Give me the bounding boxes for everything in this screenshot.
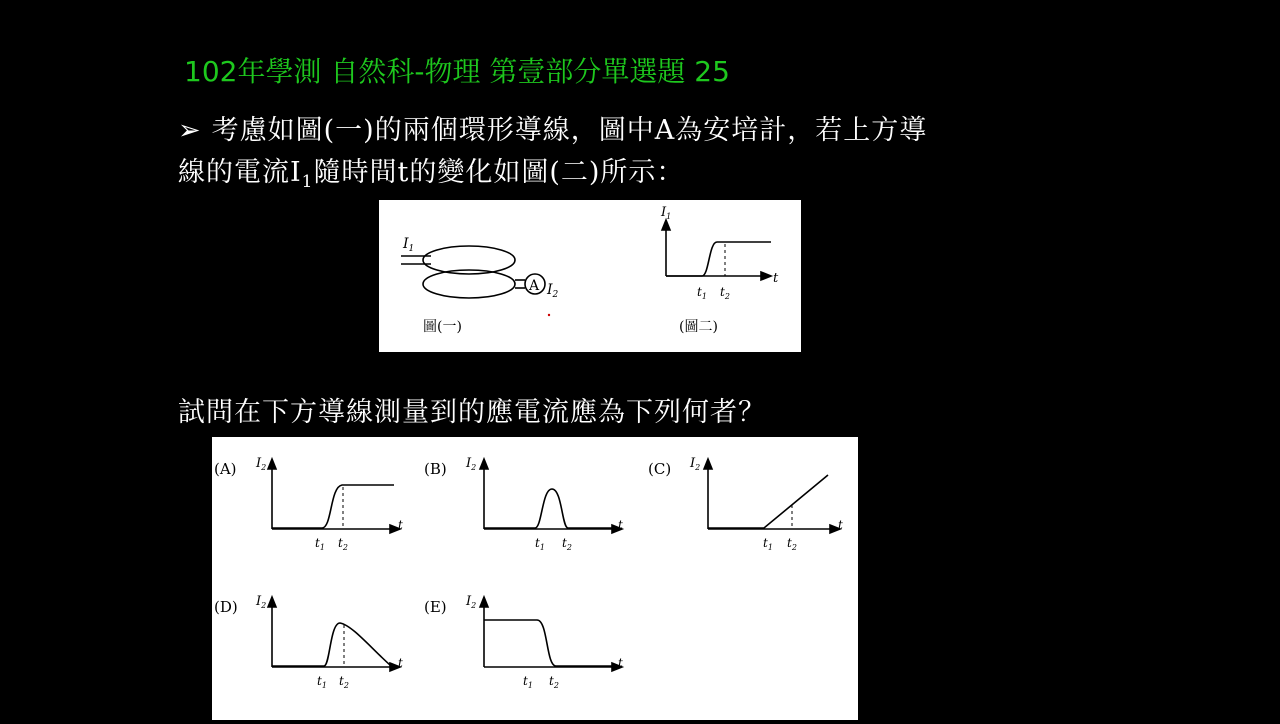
option-e-y-arrow <box>480 597 488 607</box>
fig1-caption: 圖(一) <box>423 319 462 335</box>
fig2-caption: (圖二) <box>679 319 718 335</box>
fig2-tick-t1: $t_1$ <box>697 285 707 301</box>
option-c-label: (C) <box>648 460 672 478</box>
option-d-x-label: t <box>398 656 403 670</box>
option-a-graph <box>214 456 403 552</box>
option-d-tick-t2: $t_2$ <box>339 674 349 690</box>
option-c-graph <box>648 456 843 552</box>
slide-title: 102年學測 自然科-物理 第壹部分單選題 25 <box>184 55 730 88</box>
option-b-label: (B) <box>424 460 447 478</box>
option-e-x-label: t <box>618 656 623 670</box>
fig2-x-label: t <box>773 271 779 286</box>
option-c-y-arrow <box>704 459 712 469</box>
option-d-label: (D) <box>214 598 238 616</box>
options-panel <box>212 437 858 720</box>
option-a-tick-t2: $t_2$ <box>338 536 348 552</box>
current-subscript: 1 <box>301 172 314 192</box>
question-line-2-post: 隨時間t的變化如圖(二)所示： <box>313 157 685 188</box>
question-text: 試問在下方導線測量到的應電流應為下列何者？ <box>178 397 766 428</box>
question-line-1-text: 考慮如圖(一)的兩個環形導線，圖中A為安培計，若上方導 <box>211 115 928 146</box>
option-d-graph <box>214 594 403 690</box>
option-c-y-label: $I_2$ <box>690 456 701 472</box>
option-b-curve <box>484 489 616 528</box>
option-a-tick-t1: $t_1$ <box>315 536 325 552</box>
option-b-graph <box>424 456 623 552</box>
figure-2 <box>662 220 771 280</box>
fig1-current1-label: $I_1$ <box>403 236 415 254</box>
ammeter-label: A <box>529 278 540 294</box>
option-c-tick-t2: $t_2$ <box>787 536 797 552</box>
option-b-tick-t2: $t_2$ <box>562 536 572 552</box>
options-svg <box>212 437 858 720</box>
option-b-y-arrow <box>480 459 488 469</box>
option-a-curve <box>272 485 394 528</box>
question-line-2-pre: 線的電流I <box>178 157 302 188</box>
option-d-tick-t1: $t_1$ <box>317 674 327 690</box>
fig2-y-label: $I_1$ <box>661 205 672 221</box>
option-e-tick-t2: $t_2$ <box>549 674 559 690</box>
option-a-y-arrow <box>268 459 276 469</box>
option-d-y-arrow <box>268 597 276 607</box>
option-c-x-label: t <box>838 518 843 532</box>
question-line-1 <box>178 108 927 147</box>
figure-1-2-svg <box>379 200 801 352</box>
option-a-y-label: $I_2$ <box>256 456 267 472</box>
figure-1 <box>401 246 545 298</box>
option-c-tick-t1: $t_1$ <box>763 536 773 552</box>
option-a-label: (A) <box>214 460 237 478</box>
fig2-curve <box>666 242 771 276</box>
fig2-y-arrow <box>662 220 670 230</box>
option-d-curve <box>272 623 390 666</box>
bullet-arrow-icon: ➢ <box>178 115 202 146</box>
option-e-y-label: $I_2$ <box>466 594 477 610</box>
option-e-tick-t1: $t_1$ <box>523 674 533 690</box>
option-b-y-label: $I_2$ <box>466 456 477 472</box>
option-c-curve <box>708 475 828 528</box>
option-b-x-label: t <box>618 518 623 532</box>
figure-panel-1-2 <box>379 200 801 352</box>
fig2-tick-t2: $t_2$ <box>720 285 730 301</box>
option-d-y-label: $I_2$ <box>256 594 267 610</box>
fig2-x-arrow <box>761 272 771 280</box>
question-line-2 <box>178 150 684 192</box>
option-b-tick-t1: $t_1$ <box>535 536 545 552</box>
option-e-label: (E) <box>424 598 447 616</box>
option-e-graph <box>424 594 623 690</box>
stray-dot <box>548 314 550 316</box>
option-a-x-label: t <box>398 518 403 532</box>
fig1-current2-label: $I_2$ <box>547 282 559 300</box>
option-e-curve <box>484 620 616 666</box>
